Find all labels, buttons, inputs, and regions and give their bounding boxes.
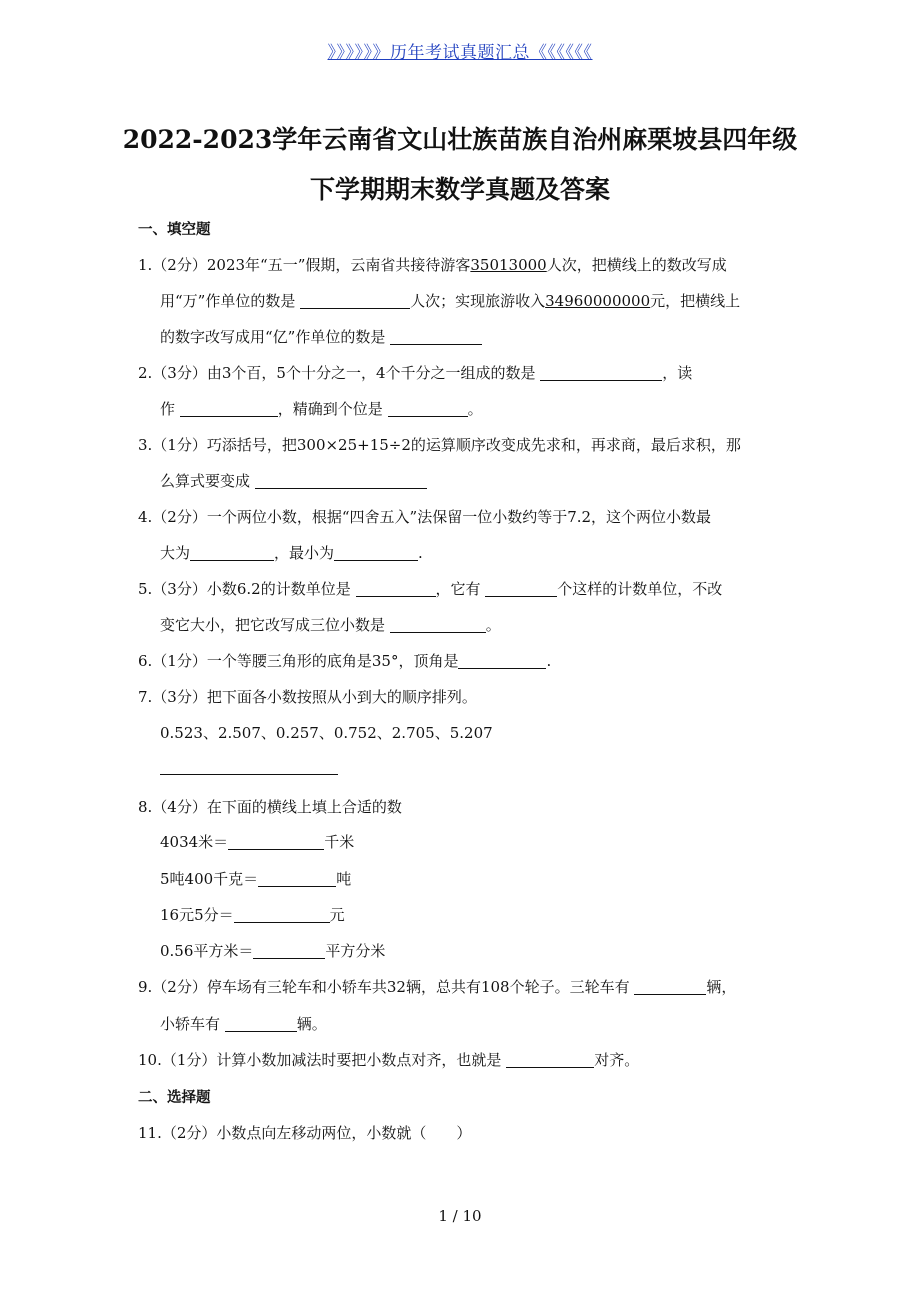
page-title: 2022-2023学年云南省文山壮族苗族自治州麻栗坡县四年级 — [122, 125, 798, 154]
q4-text-a: 4.（2分）一个两位小数，根据“四舍五入”法保留一位小数约等于7.2，这个两位小数最 — [138, 508, 712, 526]
answer-blank[interactable] — [458, 652, 546, 669]
q5-text-d: 变它大小，把它改写成三位小数是 — [160, 616, 386, 634]
answer-blank[interactable] — [255, 472, 427, 489]
answer-blank[interactable] — [334, 544, 418, 561]
q4-text-b: 大为 — [160, 544, 191, 562]
answer-blank[interactable] — [388, 400, 468, 417]
question-8 — [138, 796, 402, 817]
q8-row-4-left: 0.56平方米＝ — [160, 942, 254, 960]
answer-blank[interactable] — [190, 544, 274, 561]
question-7-line-1 — [138, 686, 477, 707]
question-3-line-1 — [138, 434, 741, 455]
question-4-line-2 — [160, 542, 423, 563]
answer-blank[interactable] — [228, 833, 324, 850]
q8-row-1 — [160, 831, 354, 852]
question-2-line-2 — [160, 398, 483, 419]
question-6 — [138, 650, 551, 671]
q3-text-b: 么算式要变成 — [160, 472, 251, 490]
answer-blank[interactable] — [180, 400, 278, 417]
answer-blank[interactable] — [253, 942, 325, 959]
question-3-line-2 — [160, 470, 427, 491]
q2-text-b: ，读 — [662, 364, 693, 382]
page-subtitle: 下学期期末数学真题及答案 — [309, 175, 610, 204]
q5-text-a: 5.（3分）小数6.2的计数单位是 — [138, 580, 351, 598]
q8-row-3 — [160, 904, 345, 925]
question-1-line-1 — [138, 254, 727, 275]
q1-text-b: 人次，把横线上的数改写成 — [546, 256, 727, 274]
q2-text-e: 。 — [467, 400, 483, 418]
answer-blank[interactable] — [540, 364, 662, 381]
q9-text-b: 辆， — [706, 978, 737, 996]
question-1-line-2 — [160, 290, 740, 311]
q5-text-e: 。 — [485, 616, 501, 634]
q1-text-f: 的数字改写成用“亿”作单位的数是 — [160, 328, 386, 346]
q8-row-1-left: 4034米＝ — [160, 833, 229, 851]
q8-row-3-right: 元 — [329, 906, 345, 924]
q8-row-2 — [160, 868, 351, 889]
q2-text-a: 2.（3分）由3个百，5个十分之一，4个千分之一组成的数是 — [138, 364, 536, 382]
q8-row-4-right: 平方分米 — [325, 942, 386, 960]
answer-blank[interactable] — [225, 1015, 297, 1032]
question-5-line-2 — [160, 614, 501, 635]
q8-row-1-right: 千米 — [324, 833, 355, 851]
answer-blank[interactable] — [634, 978, 706, 995]
q3-text-a: 3.（1分）巧添括号，把300×25+15÷2的运算顺序改变成先求和，再求商，最后求积，那 — [138, 436, 741, 454]
q10-text-b: 对齐。 — [594, 1051, 640, 1069]
question-1-line-3 — [160, 326, 482, 347]
q8-row-2-right: 吨 — [336, 870, 352, 888]
question-10 — [138, 1049, 639, 1070]
q8-row-4 — [160, 940, 385, 961]
q2-text-d: ，精确到个位是 — [277, 400, 383, 418]
q4-text-d: . — [418, 544, 423, 562]
section-heading-choice: 二、选择题 — [138, 1089, 211, 1106]
q7-decimals: 0.523、2.507、0.257、0.752、2.705、5.207 — [160, 724, 493, 742]
q1-text-c: 用“万”作单位的数是 — [160, 292, 296, 310]
q2-text-c: 作 — [160, 400, 176, 418]
answer-blank[interactable] — [258, 870, 336, 887]
question-11 — [138, 1122, 471, 1143]
q1-number-2: 34960000000 — [545, 292, 651, 310]
q6-text-b: . — [546, 652, 552, 670]
answer-blank[interactable] — [506, 1051, 594, 1068]
q10-text-a: 10.（1分）计算小数加减法时要把小数点对齐，也就是 — [138, 1051, 502, 1069]
q8-row-2-left: 5吨400千克＝ — [160, 870, 259, 888]
question-2-line-1 — [138, 362, 692, 383]
answer-blank[interactable] — [390, 328, 482, 345]
q5-text-b: ，它有 — [435, 580, 481, 598]
page-number: 1 / 10 — [438, 1207, 482, 1225]
answer-line[interactable] — [160, 774, 338, 775]
question-4-line-1 — [138, 506, 711, 527]
q5-text-c: 个这样的计数单位，不改 — [557, 580, 723, 598]
header-link[interactable]: 》》》》》》历年考试真题汇总《《《《《《 — [327, 43, 593, 63]
question-9-line-2 — [160, 1013, 327, 1034]
q1-number-1: 35013000 — [470, 256, 547, 274]
question-7-line-2 — [160, 722, 493, 743]
question-5-line-1 — [138, 578, 722, 599]
q8-row-3-left: 16元5分＝ — [160, 906, 234, 924]
q7-text-a: 7.（3分）把下面各小数按照从小到大的顺序排列。 — [138, 688, 477, 706]
q4-text-c: ，最小为 — [274, 544, 335, 562]
answer-blank[interactable] — [356, 580, 436, 597]
q8-text-a: 8.（4分）在下面的横线上填上合适的数 — [138, 798, 402, 816]
answer-blank[interactable] — [485, 580, 557, 597]
answer-blank[interactable] — [234, 906, 330, 923]
q9-text-c: 小轿车有 — [160, 1015, 221, 1033]
q9-text-a: 9.（2分）停车场有三轮车和小轿车共32辆，总共有108个轮子。三轮车有 — [138, 978, 630, 996]
q1-text-d: 人次；实现旅游收入 — [410, 292, 546, 310]
question-9-line-1 — [138, 976, 736, 997]
answer-blank[interactable] — [390, 616, 486, 633]
q1-text-a: 1.（2分）2023年“五一”假期，云南省共接待游客 — [138, 256, 471, 274]
q6-text-a: 6.（1分）一个等腰三角形的底角是35°，顶角是 — [138, 652, 459, 670]
section-heading-fill: 一、填空题 — [138, 221, 211, 238]
q1-text-e: 元，把横线上 — [650, 292, 741, 310]
q9-text-d: 辆。 — [296, 1015, 327, 1033]
q11-text-a: 11.（2分）小数点向左移动两位，小数就（ ） — [138, 1124, 472, 1142]
answer-blank[interactable] — [300, 292, 410, 309]
